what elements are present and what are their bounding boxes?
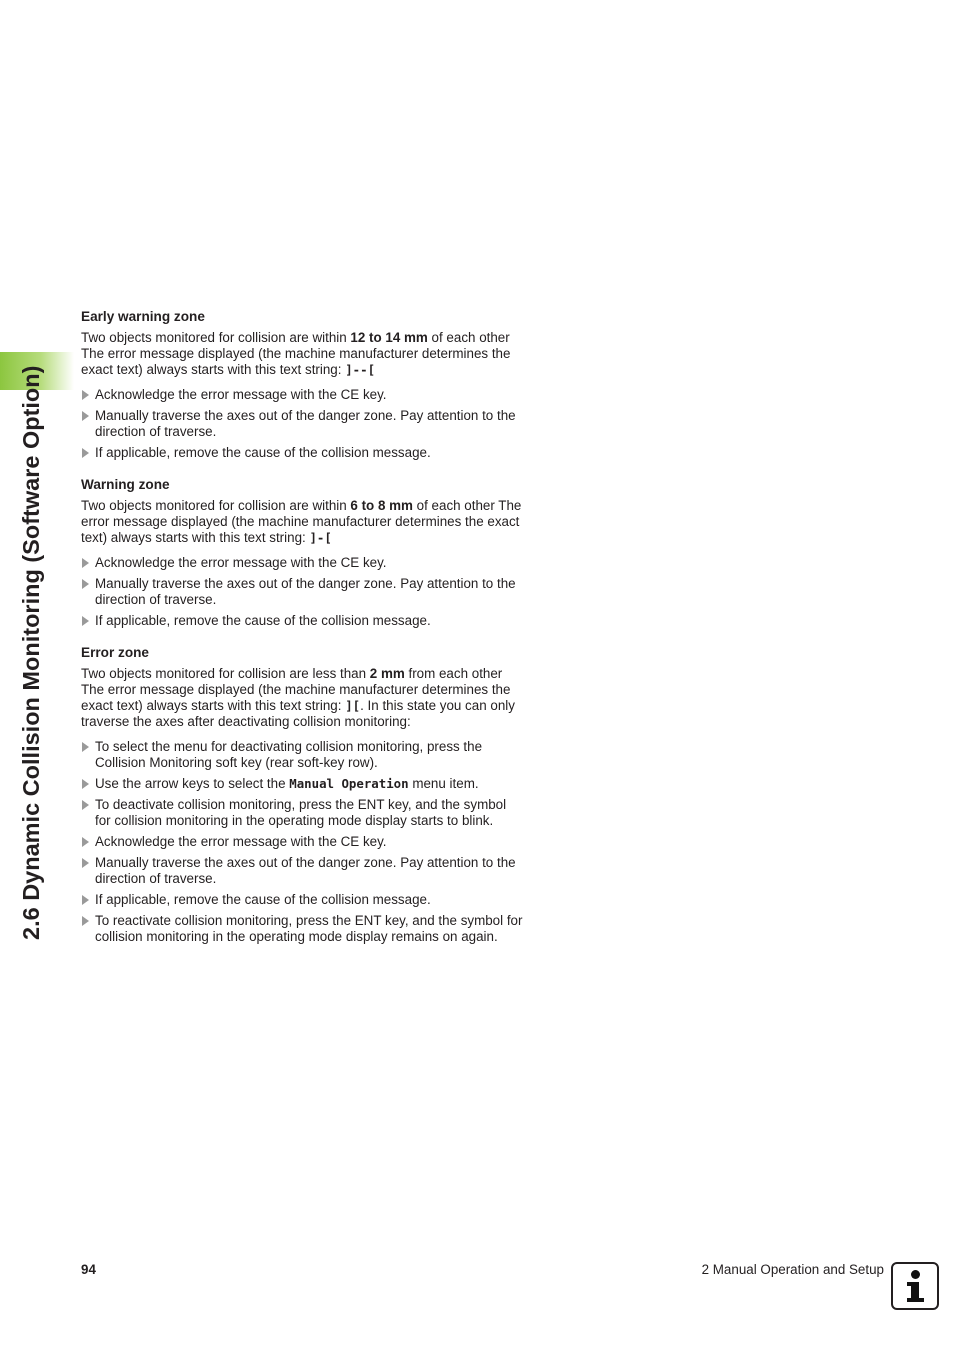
step-text: To select the menu for deactivating collision monitoring, press the Collision Monitoring soft key (rear soft-key row). <box>95 739 483 770</box>
para-text: Two objects monitored for collision are less than <box>81 666 370 681</box>
info-stem <box>907 1282 921 1302</box>
step-text: To deactivate collision monitoring, press the ENT key, and the symbol for collision monitoring in the operating mode display starts to blink. <box>95 797 507 828</box>
para-bold-range: 2 mm <box>369 666 405 681</box>
para-text: . In this state you can only traverse the axes after deactivating collision monitoring: <box>81 698 515 729</box>
triangle-right-icon <box>82 858 89 868</box>
side-chapter-title: 2.6 Dynamic Collision Monitoring (Software Option) <box>18 365 44 940</box>
para-text: Two objects monitored for collision are within <box>81 498 351 513</box>
section-heading: Error zone <box>81 645 149 660</box>
list-item <box>81 576 525 608</box>
triangle-right-icon <box>82 579 89 589</box>
para-bold-range: 6 to 8 mm <box>350 498 413 513</box>
para-bold-range: 12 to 14 mm <box>350 330 428 345</box>
error-code-string: ]-[ <box>309 530 332 545</box>
triangle-right-icon <box>82 448 89 458</box>
list-item <box>81 408 525 440</box>
step-text: If applicable, remove the cause of the collision message. <box>95 613 431 628</box>
para-text: from each other The error message displayed (the machine manufacturer determines the exact text) always starts with this text string: <box>81 666 511 713</box>
triangle-right-icon <box>82 779 89 789</box>
section-heading: Early warning zone <box>81 309 205 324</box>
step-list <box>81 739 525 945</box>
step-text: Manually traverse the axes out of the danger zone. Pay attention to the direction of traverse. <box>95 576 516 607</box>
step-text: If applicable, remove the cause of the collision message. <box>95 892 431 907</box>
step-text: Acknowledge the error message with the CE key. <box>95 387 387 402</box>
list-item <box>81 834 525 850</box>
step-text-end: menu item. <box>408 776 479 791</box>
step-text: Use the arrow keys to select the <box>95 776 290 791</box>
step-text: Manually traverse the axes out of the danger zone. Pay attention to the direction of traverse. <box>95 855 516 886</box>
step-text: To reactivate collision monitoring, press the ENT key, and the symbol for collision monitoring in the operating mode display remains on again. <box>95 913 523 944</box>
page-number: 94 <box>81 1262 96 1277</box>
section-paragraph <box>81 330 525 378</box>
info-dot <box>911 1270 920 1279</box>
triangle-right-icon <box>82 916 89 926</box>
chapter-footer-title: 2 Manual Operation and Setup <box>701 1262 884 1277</box>
list-item <box>81 387 525 403</box>
step-list <box>81 555 525 629</box>
list-item <box>81 613 525 629</box>
triangle-right-icon <box>82 558 89 568</box>
step-text: Acknowledge the error message with the CE key. <box>95 834 387 849</box>
para-text: Two objects monitored for collision are within <box>81 330 351 345</box>
para-text: of each other The error message displayed (the machine manufacturer determines the exact text) always starts with this text string: <box>81 330 511 377</box>
list-item <box>81 892 525 908</box>
step-list <box>81 387 525 461</box>
info-icon <box>891 1262 939 1310</box>
para-text: of each other The error message displayed (the machine manufacturer determines the exact text) always starts with this text string: <box>81 498 522 545</box>
section-early-warning-zone <box>81 309 525 461</box>
list-item <box>81 776 525 792</box>
triangle-right-icon <box>82 742 89 752</box>
section-paragraph <box>81 666 525 730</box>
menu-item-code: Manual Operation <box>289 776 409 791</box>
section-paragraph <box>81 498 525 546</box>
triangle-right-icon <box>82 390 89 400</box>
list-item <box>81 913 525 945</box>
info-serif-bottom <box>907 1298 924 1302</box>
list-item <box>81 555 525 571</box>
triangle-right-icon <box>82 800 89 810</box>
error-code-string: ]--[ <box>345 362 376 377</box>
list-item <box>81 797 525 829</box>
step-text: Acknowledge the error message with the CE key. <box>95 555 387 570</box>
section-heading: Warning zone <box>81 477 170 492</box>
triangle-right-icon <box>82 411 89 421</box>
step-text: Manually traverse the axes out of the danger zone. Pay attention to the direction of traverse. <box>95 408 516 439</box>
main-content <box>81 309 525 961</box>
error-code-string: ][ <box>345 698 361 713</box>
list-item <box>81 855 525 887</box>
triangle-right-icon <box>82 837 89 847</box>
section-error-zone <box>81 645 525 945</box>
step-text: If applicable, remove the cause of the collision message. <box>95 445 431 460</box>
section-warning-zone <box>81 477 525 629</box>
triangle-right-icon <box>82 616 89 626</box>
list-item <box>81 445 525 461</box>
list-item <box>81 739 525 771</box>
triangle-right-icon <box>82 895 89 905</box>
